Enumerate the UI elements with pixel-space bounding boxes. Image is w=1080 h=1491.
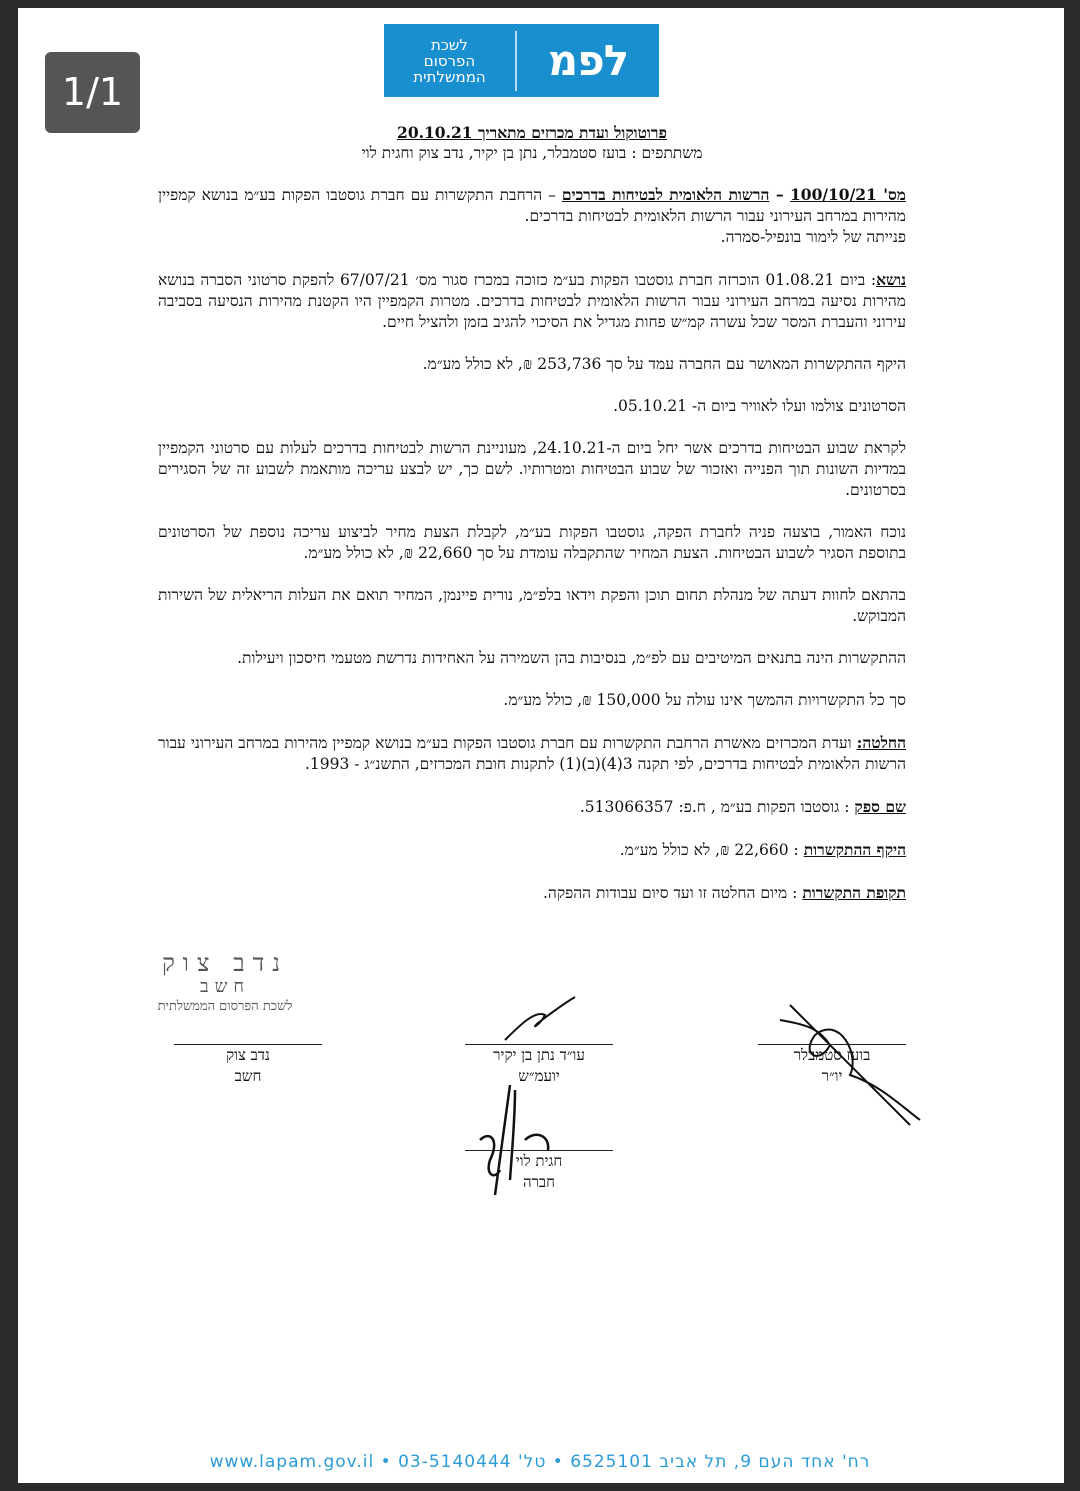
scope-paragraph: היקף ההתקשרות המאושר עם החברה עמד על סך 253,736 ₪, לא כולל מע״מ. [422,355,906,373]
logo-sub-line3: הממשלתית [413,67,486,86]
logo-main-text: לפמ [547,36,629,85]
decision-text: ועדת המכרזים מאשרת הרחבת התקשרות עם חברת גוסטבו הפקות בע״מ בנושא קמפיין מהירות במרחב העירוני עבור הרשות הלאומית לבטיחות בדרכים, לפי תקנה 3(4)(ב)(1) לתקנות חובת המכרזים, התשנ״ג - 1993. [158,734,906,773]
signature-name-1: נדב צוק חשב [226,1046,270,1085]
logo-divider [515,31,517,91]
decision-label: החלטה: [856,733,906,752]
document-body [158,122,906,904]
contract-period-text: : מיום החלטה זו ועד סיום עבודות ההפקה. [543,884,803,902]
price-quote-paragraph: נוכח האמור, בוצעה פניה לחברת הפקה, גוסטבו הפקות בע״מ, לקבלת הצעת מחיר לביצוע עריכה נוספת של הסרטונים בתוספת הסגיר לשבוע הבטיחות. הצעת המחיר שהתקבלה עומדת על סך 22,660 ₪, לא כולל מע״מ. [158,523,906,562]
topic-paragraph [158,269,906,333]
request-line: פנייתה של לימור בונפיל-סמרה. [720,228,906,246]
signature-name-4: חגית לוי חברה [515,1152,563,1191]
supplier-line [158,796,906,818]
signature-name-3: בועז סטמבלר יו״ר [793,1046,871,1085]
stamp-office: לשכת הפרסום הממשלתית [157,999,293,1014]
supplier-text: : גוסטבו הפקות בע״מ , ח.פ: 513066357. [579,798,855,816]
participants-line: משתתפים : בועז סטמבלר, נתן בן יקיר, נדב צוק וחגית לוי [361,144,703,162]
page-indicator: 1/1 [45,52,140,133]
terms-paragraph: ההתקשרות הינה בתנאים המיטיבים עם לפ״מ, בנסיבות בהן השמירה על האחידות נדרשת מטעמי חיסכון ויעילות. [237,649,906,667]
item-number: מס' 100/10/21 [790,185,906,204]
stamp-name: נדב צוק [161,949,289,977]
topic-label: נושא [876,270,906,289]
footer-contact: רח' אחד העם 9, תל אביב 6525101 • טל' 03-5140444 • www.lapam.gov.il [209,1452,871,1472]
item-subject-rest: – הרחבת התקשרות עם חברת גוסטבו הפקות בע״מ בנושא קמפיין מהירות במרחב העירוני עבור הרשות הלאומית לבטיחות בדרכים. [158,186,906,225]
lapam-logo [384,24,659,97]
aired-paragraph: הסרטונים צולמו ועלו לאוויר ביום ה- 05.10.21. [613,397,906,415]
stamp-role: חשב [199,976,251,997]
contract-period-line [158,882,906,904]
logo-sub-line2: הפרסום [423,51,476,70]
total-paragraph: סך כל התקשרויות ההמשך אינו עולה על 150,000 ₪, כולל מע״מ. [503,691,906,709]
item-dash: – [769,185,790,204]
contract-scope-label: היקף ההתקשרות [803,840,906,859]
logo-sub-line1: לשכת [431,35,468,54]
opinion-paragraph: בהתאם לחוות דעתה של מנהלת תחום תוכן והפקת וידאו בלפ״מ, נורית פיינמן, המחיר תואם את העלות הריאלית של השירות המבוקש. [158,586,906,625]
contract-scope-text: : 22,660 ₪, לא כולל מע״מ. [619,841,804,859]
item-subject-title: הרשות הלאומית לבטיחות בדרכים [561,185,770,204]
contract-period-label: תקופת התקשרות [802,883,906,902]
topic-text: : ביום 01.08.21 הוכרזה חברת גוסטבו הפקות בע״מ כזוכה במכרז סגור מס׳ 67/07/21 להפקת סרטוני הסברה בנושא מהירות נסיעה במרחב העירוני עבור הרשות הלאומית לבטיחות בדרכים. מטרות הקמפיין היו הקטנת מהירות הנסיעה בסביבה עירוני והעברת המסר שכל עשרה קמ״ש פחות מגדיל את הסיכוי להגיב בזמן ולהציל חיים. [158,271,906,331]
contract-scope-line [158,839,906,861]
safety-week-paragraph: לקראת שבוע הבטיחות בדרכים אשר יחל ביום ה-24.10.21, מעוניינת הרשות לבטיחות בדרכים לעלות עם סרטוני הקמפיין במדיות השונות תוך הפנייה ואזכור של שבוע הבטיחות ומטרותיו. לשם כך, יש לבצע עריכה מותאמת לשבוע זה של הסגירים בסרטונים. [158,439,906,499]
item-heading [158,184,906,227]
supplier-label: שם ספק [854,797,906,816]
decision-paragraph [158,732,906,775]
page-title: פרוטוקול ועדת מכרזים מתאריך 20.10.21 [397,123,667,142]
signature-name-2: עו״ד נתן בן יקיר יועמ״ש [493,1046,585,1085]
logo-subtitle [384,37,515,85]
